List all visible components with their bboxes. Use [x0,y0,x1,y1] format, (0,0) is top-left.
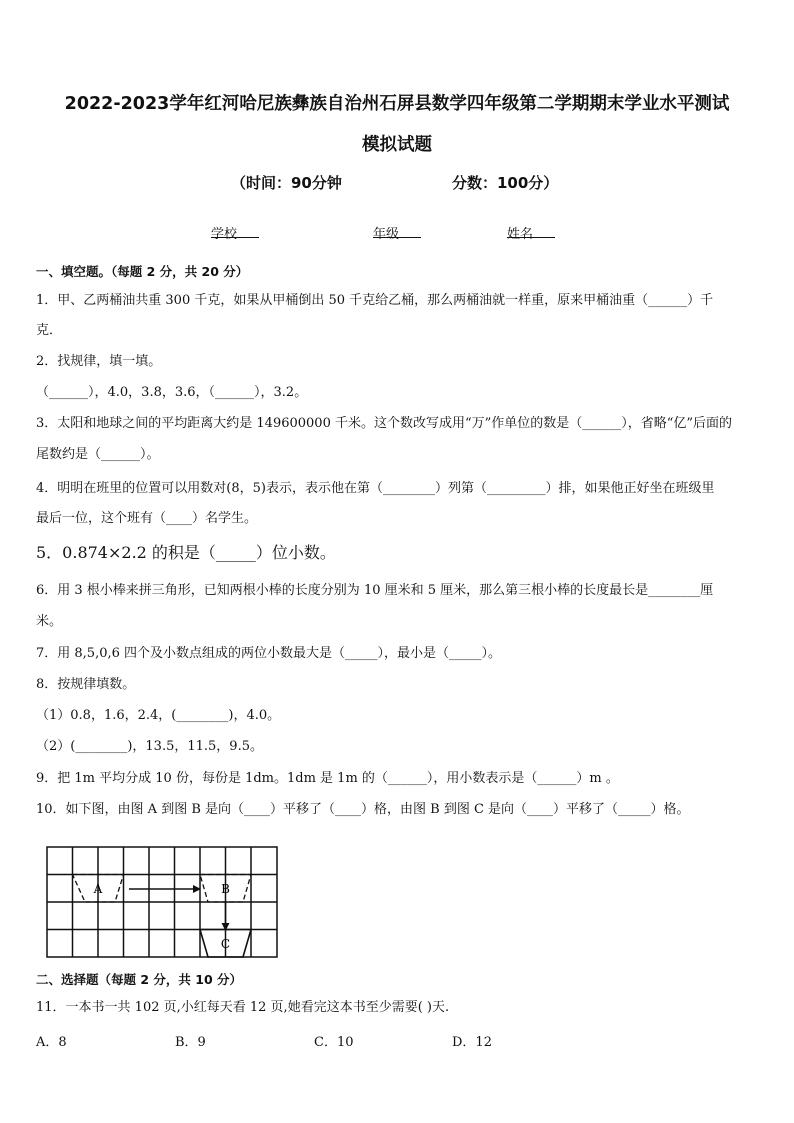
section-multiple-choice: 二、选择题（每题 2 分，共 10 分） [36,972,243,987]
question-9: 9．把 1m 平均分成 10 份，每份是 1dm。1dm 是 1m 的（______），用小数表示是（______）m 。 [36,771,619,786]
question-8-line3: （2）(________)，13.5，11.5，9.5。 [36,739,263,754]
label-c: C [220,937,231,951]
name-label: 姓名 [507,227,534,242]
question-1-line2: 克． [36,323,63,338]
question-3-line1: 3．太阳和地球之间的平均距离大约是 149600000 千米。这个数改写成用“万”作单位的数是（______），省略“亿”后面的 [36,416,733,431]
grade-label: 年级 [373,227,400,242]
translation-grid-figure [45,845,281,961]
question-10: 10．如下图，由图 A 到图 B 是向（____）平移了（____）格，由图 B 到图 C 是向（____）平移了（_____）格。 [36,802,690,817]
exam-score: 分数：100分） [452,174,559,192]
question-5: 5．0.874×2.2 的积是（_____）位小数。 [36,543,336,562]
school-blank [211,223,259,238]
label-b: B [221,882,230,896]
q11-option-c: C．10 [314,1035,354,1050]
section-fill-in: 一、填空题。（每题 2 分，共 20 分） [36,264,249,279]
exam-time: （时间：90分钟 [231,174,342,192]
q11-option-a: A．8 [36,1035,67,1050]
question-6-line1: 6．用 3 根小棒来拼三角形，已知两根小棒的长度分别为 10 厘米和 5 厘米，那么第三根小棒的长度最长是________厘 [36,583,714,598]
grade-blank [373,223,421,238]
question-8-line2: （1）0.8，1.6，2.4，(________)，4.0。 [36,708,281,723]
question-8-line1: 8．按规律填数。 [36,677,136,692]
question-1-line1: 1．甲、乙两桶油共重 300 千克，如果从甲桶倒出 50 千克给乙桶，那么两桶油就一样重，原来甲桶油重（______）千 [36,293,714,308]
question-11: 11．一本书一共 102 页,小红每天看 12 页,她看完这本书至少需要( )天. [36,1000,450,1015]
label-a: A [93,882,103,896]
question-6-line2: 米。 [36,614,63,629]
question-4-line2: 最后一位，这个班有（____）名学生。 [36,511,258,526]
name-blank [507,223,555,238]
question-7: 7．用 8,5,0,6 四个及小数点组成的两位小数最大是（_____），最小是（_____）。 [36,646,502,661]
question-4-line1: 4．明明在班里的位置可以用数对(8，5)表示，表示他在第（________）列第（_________）排，如果他正好坐在班级里 [36,481,715,496]
q11-option-b: B．9 [175,1035,206,1050]
question-2-line2: （______），4.0，3.8，3.6，（______），3.2。 [36,385,308,400]
question-3-line2: 尾数约是（______）。 [36,447,160,462]
q11-option-d: D．12 [452,1035,492,1050]
question-2-line1: 2．找规律，填一填。 [36,354,162,369]
exam-title-line1: 2022-2023学年红河哈尼族彝族自治州石屏县数学四年级第二学期期末学业水平测试 [64,94,730,114]
exam-title-line2: 模拟试题 [362,135,432,155]
school-label: 学校 [211,227,238,242]
